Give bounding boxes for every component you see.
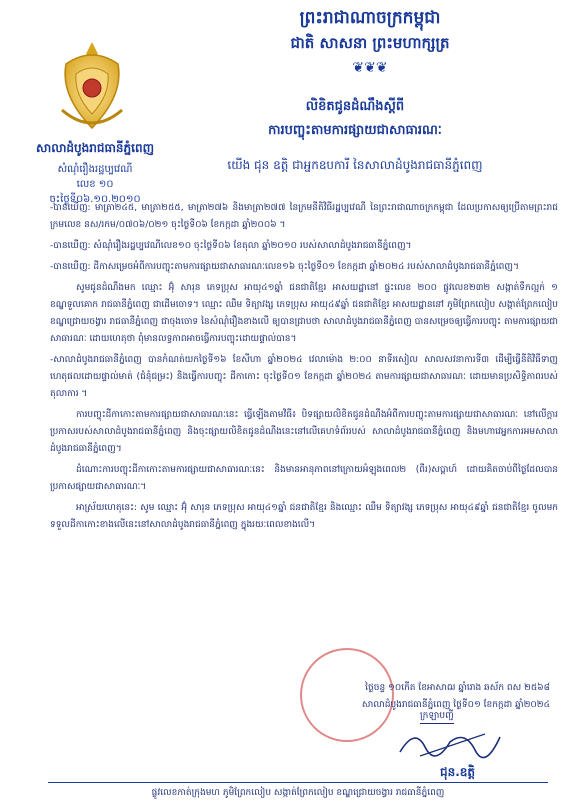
issuer-statement: យើង ជុន ឧត្តិ ជាអ្នកឧបការី នៃសាលាដំបូងរាជធានីភ្នំពេញ (227, 158, 483, 172)
paragraph: ដំណោះការបញ្ចុះដីកាកោះតាមការផ្សាយជាសាធារណៈនេះ និងមានអានុភាពនៅក្រោយអំឡុងពេល២ (ពីរ)សប្តាហ៍ ដោយគិតចាប់ពីថ្ងៃដែលបានប្រកាសផ្សាយជាសាធារណៈ។ (50, 465, 558, 492)
case-type: សំណុំរឿងរដ្ឋប្បវេណី (57, 164, 133, 175)
document-body (50, 200, 558, 538)
paragraph: -បានឃើញ: មាត្រា២៤៥, មាត្រា២៥៥, មាត្រា២៧៦ និងមាត្រា២៧៧ នៃក្រមនីតិវិធីរដ្ឋប្បវេណី នៃព្រះរាជាណាចក្រកម្ពុជា ដែលប្រកាសឲ្យប្រើតាមព្រះរាជក្រមលេខ នស/រកម/០៧០៦/០២១ ចុះថ្ងៃទី០៦ ខែកក្កដា ឆ្នាំ២០០៦ ។ (50, 203, 558, 230)
closing-dates (290, 680, 550, 714)
paragraph: អាស្រ័យហេតុនេះ: សូម ឈ្មោះ អ៊ុំ សារុន ភេទប្រុស អាយុ៤១ឆ្នាំ ជនជាតិខ្មែរ និងឈ្មោះ ឈឹម ទិត្យាវង្ស ភេទប្រុស អាយុ៤៩ឆ្នាំ ជនជាតិខ្មែរ ចូលមកទទួលដីកាកោះខាងលើនេះនៅសាលាដំបូងរាជធានីភ្នំពេញ ក្នុងរយៈពេលខាងលើ។ (50, 503, 558, 530)
document-subject: ការបញ្ចុះតាមការផ្សាយជាសាធារណៈ (268, 123, 442, 138)
registrar-label: ក្រឡាបញ្ជី (420, 710, 454, 724)
royal-emblem-icon (52, 40, 132, 135)
case-number: លេខ ១០ (76, 179, 114, 190)
signature-icon (395, 722, 505, 762)
signer-name: ជុន.ឧត្តិ (440, 765, 476, 779)
paragraph: -បានឃើញ: សំណុំរឿងរដ្ឋប្បវេណីលេខ១០ ចុះថ្ងៃទី០៦ ខែតុលា ឆ្នាំ២០១០ របស់សាលាដំបូងរាជធានីភ្នំពេញ។ (50, 241, 412, 251)
paragraph: ការបញ្ចុះដីកាកោះតាមការផ្សាយជាសាធារណៈនេះ ធ្វើឡើងតាមវិធី៖ បិទផ្សាយលិខិតជូនដំណឹងអំពីការបញ្ចុះតាមការផ្សាយជាសាធារណៈ នៅលើក្តារប្រកាសរបស់សាលាដំបូងរាជធានីភ្នំពេញ និងចុះផ្សាយលិខិតជូនដំណឹងនេះនៅលើគេហទំព័ររបស់ សាលាដំបូងរាជធានីភ្នំពេញ និងមហាវេអ្នកការអមសាលាដំបូងរាជធានីភ្នំពេញ។ (50, 410, 558, 454)
footer-address: ផ្លូវលេខកាត់ក្រុងមហ ភូមិព្រែកលៀប សង្កាត់ព្រែកលៀប ខណ្ឌជ្រោយចង្វារ រាជធានីភ្នំពេញ (151, 788, 445, 798)
paragraph: សូមជូនដំណឹងមក ឈ្មោះ អ៊ុំ សារុន ភេទប្រុស អាយុ៤១ឆ្នាំ ជនជាតិខ្មែរ អាសយដ្ឋានៅ ផ្ទះលេខ ២០០ ផ្លូវលេខ២៣២ សង្កាត់ទឹកល្អក់ ១ ខណ្ឌទួលគោក រាជធានីភ្នំពេញ ជាដើមចោទ។ ឈ្មោះ ឈឹម ទិត្យាវង្ស ភេទប្រុស អាយុ៤៩ឆ្នាំ ជនជាតិខ្មែរ អាសយដ្ឋាននៅ ភូមិព្រែកលៀប សង្កាត់ព្រែកលៀប ខណ្ឌជ្រោយចង្វារ រាជធានីភ្នំពេញ ជាចុងចោទ នៃសំណុំរឿងខាងលើ ឲ្យបានជ្រាបថា សាលាដំបូងរាជធានីភ្នំពេញ បានសម្រេចឲ្យធ្វើការបញ្ចុះ តាមការផ្សាយជាសាធារណៈ ដោយហេតុថា ពុំមានលទ្ធភាពអាចធ្វើការបញ្ចុះដោយផ្ទាល់បាន។ (50, 283, 558, 344)
document-title: លិខិតជូនដំណឹងស្តីពី (305, 99, 405, 114)
case-date: ចុះថ្ងៃទី០៦.១០.២០១០ (49, 194, 141, 205)
lunar-date: ថ្ងៃចន្ទ ១០កើត ខែអាសាឍ ឆ្នាំរោង ឆស័ក ពស ២៥៦៨ (365, 683, 550, 693)
court-name: សាលាដំបូងរាជធានីភ្នំពេញ (35, 141, 155, 155)
paragraph: -សាលាដំបូងរាជធានីភ្នំពេញ បានកំណត់យកថ្ងៃទី១៦ ខែសីហា ឆ្នាំ២០២៤ វេលាម៉ោង ២:០០ នាទីរសៀល សាលសវនាការទី៣ ដើម្បីធ្វើនីតិវិធីទាញហេតុផលដោយផ្ទាល់មាត់ (ជំនុំជម្រះ) និងធ្វើការបញ្ចុះ ដីកាកោះ ចុះថ្ងៃទី០១ ខែកក្កដា ឆ្នាំ២០២៤ តាមការផ្សាយជាសាធារណៈ ដោយមានប្រសិទ្ធិភាពរបស់តុលាការ ។ (50, 355, 558, 399)
solar-date: សាលាដំបូងរាជធានីភ្នំពេញ ថ្ងៃទី០១ ខែកក្កដា ឆ្នាំ២០២៤ (361, 700, 550, 710)
kingdom-heading: ព្រះរាជាណាចក្រកម្ពុជា (299, 8, 441, 28)
ornament-divider: ❦❦❦ (352, 60, 388, 76)
paragraph: -បានឃើញ: ដីកាសម្រេចអំពីការបញ្ចុះតាមការផ្សាយជាសាធារណៈលេខ១៦ ចុះថ្ងៃទី០១ ខែកក្កដា ឆ្នាំ២០២៤ របស់សាលាដំបូងរាជធានីភ្នំពេញ។ (50, 262, 519, 272)
footer-divider (48, 782, 548, 783)
national-motto: ជាតិ សាសនា ព្រះមហាក្សត្រ (290, 34, 450, 52)
